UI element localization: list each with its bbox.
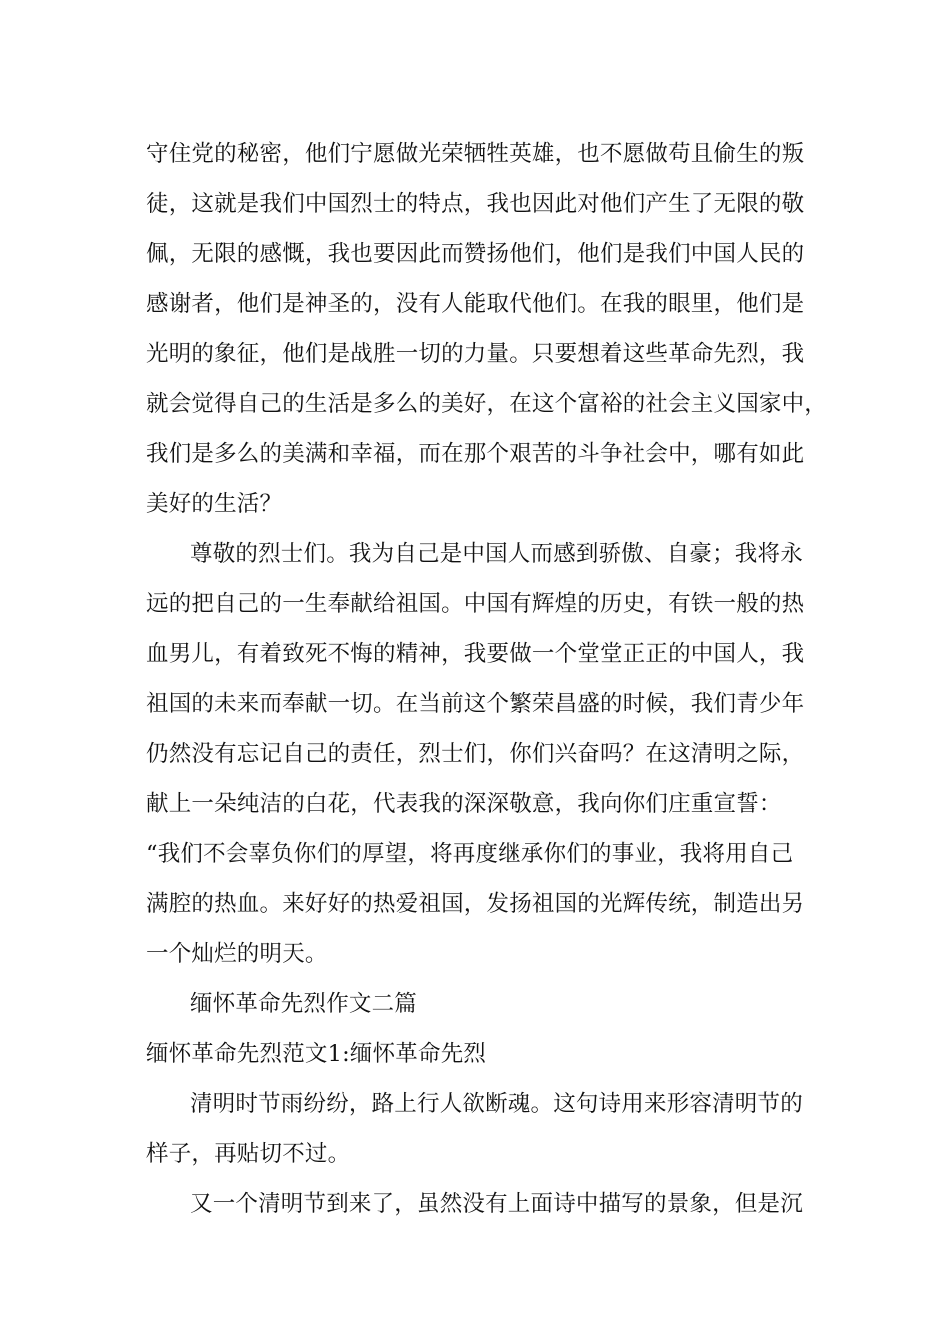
paragraph-line: 仍然没有忘记自己的责任，烈士们，你们兴奋吗？在这清明之际， bbox=[146, 741, 805, 767]
paragraph-line: 感谢者，他们是神圣的，没有人能取代他们。在我的眼里，他们是 bbox=[146, 291, 805, 317]
paragraph-line: 尊敬的烈士们。我为自己是中国人而感到骄傲、自豪；我将永 bbox=[190, 541, 803, 567]
section-heading: 缅怀革命先烈作文二篇 bbox=[190, 991, 418, 1017]
paragraph-line: 样子，再贴切不过。 bbox=[146, 1141, 351, 1167]
paragraph-line: 血男儿，有着致死不悔的精神，我要做一个堂堂正正的中国人，我 bbox=[146, 641, 805, 667]
paragraph-line: 远的把自己的一生奉献给祖国。中国有辉煌的历史，有铁一般的热 bbox=[146, 591, 805, 617]
paragraph-line: 献上一朵纯洁的白花，代表我的深深敬意，我向你们庄重宣誓： bbox=[146, 791, 782, 817]
paragraph-line: 守住党的秘密，他们宁愿做光荣牺牲英雄，也不愿做苟且偷生的叛 bbox=[146, 141, 805, 167]
subsection-heading: 缅怀革命先烈范文1:缅怀革命先烈 bbox=[146, 1041, 487, 1067]
paragraph-line: 又一个清明节到来了，虽然没有上面诗中描写的景象，但是沉 bbox=[190, 1191, 803, 1217]
paragraph-line: 佩，无限的感慨，我也要因此而赞扬他们，他们是我们中国人民的 bbox=[146, 241, 805, 267]
paragraph-line: 祖国的未来而奉献一切。在当前这个繁荣昌盛的时候，我们青少年 bbox=[146, 691, 805, 717]
paragraph-line: 就会觉得自己的生活是多么的美好，在这个富裕的社会主义国家中， bbox=[146, 391, 828, 417]
paragraph-line: 光明的象征，他们是战胜一切的力量。只要想着这些革命先烈，我 bbox=[146, 341, 805, 367]
paragraph-line: 我们是多么的美满和幸福，而在那个艰苦的斗争社会中，哪有如此 bbox=[146, 441, 805, 467]
paragraph-line: 一个灿烂的明天。 bbox=[146, 941, 328, 967]
paragraph-line: 清明时节雨纷纷，路上行人欲断魂。这句诗用来形容清明节的 bbox=[190, 1091, 803, 1117]
paragraph-line: “我们不会辜负你们的厚望，将再度继承你们的事业，我将用自己 bbox=[146, 841, 794, 867]
paragraph-line: 满腔的热血。来好好的热爱祖国，发扬祖国的光辉传统，制造出另 bbox=[146, 891, 805, 917]
paragraph-line: 徒，这就是我们中国烈士的特点，我也因此对他们产生了无限的敬 bbox=[146, 191, 805, 217]
paragraph-line: 美好的生活？ bbox=[146, 491, 283, 517]
